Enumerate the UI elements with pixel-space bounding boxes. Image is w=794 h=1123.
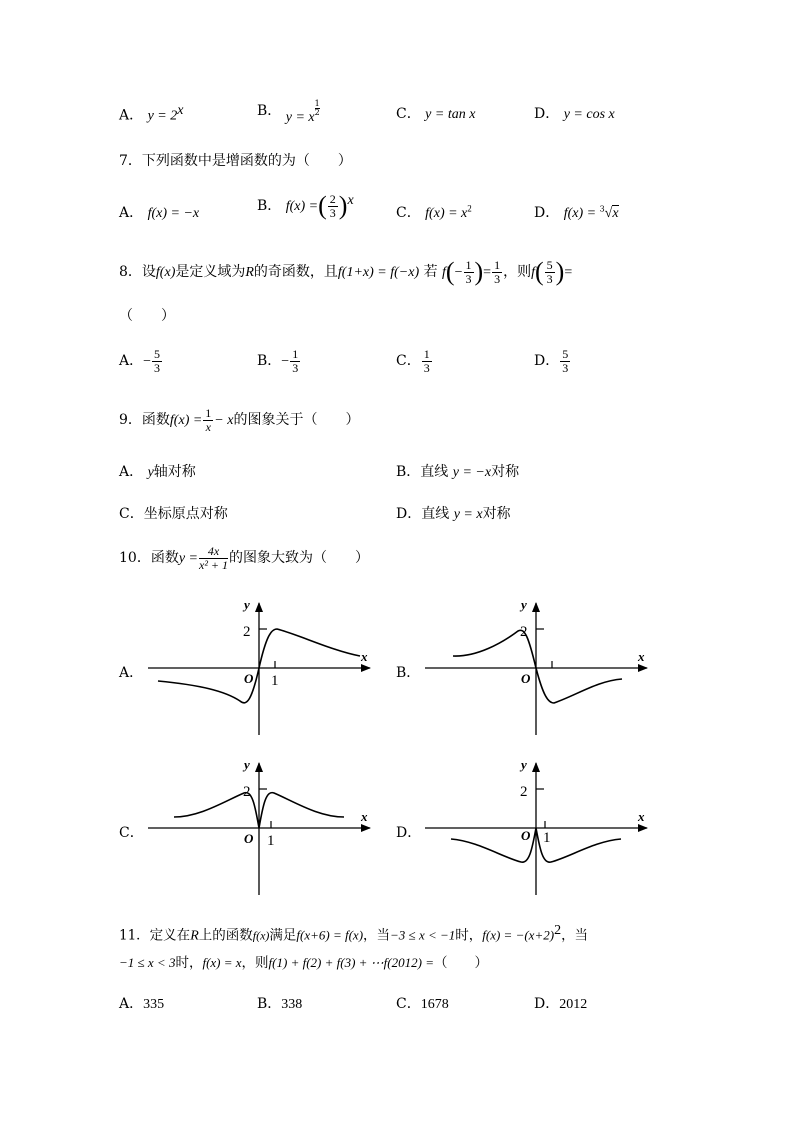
- math: f(x) =: [169, 413, 203, 429]
- denominator: 3: [494, 271, 501, 286]
- text: 上的函数: [198, 927, 253, 944]
- text: ，则: [503, 264, 532, 281]
- option-value: 1678: [420, 997, 449, 1012]
- q10-option-b-label: B．: [396, 665, 421, 681]
- paren-left: (: [318, 191, 327, 221]
- q10-option-d-label: D．: [396, 825, 422, 841]
- text: 10．函数: [119, 550, 179, 567]
- q7-option-c: [396, 202, 472, 222]
- q8-option-c: [396, 348, 433, 374]
- option-expr: y = x: [285, 110, 315, 125]
- text: 的奇函数，且: [253, 264, 338, 281]
- fraction: [464, 259, 474, 285]
- q10-graph-a: [140, 595, 380, 740]
- text: （ ）: [433, 955, 488, 971]
- q9-option-c: C．坐标原点对称: [119, 506, 228, 522]
- option-label: A．: [119, 996, 144, 1012]
- q10-graph-d: [417, 755, 657, 900]
- paren-left: (: [445, 257, 455, 287]
- option-label: B．: [257, 353, 282, 370]
- fraction: [545, 259, 555, 285]
- q6-option-b: [257, 99, 320, 125]
- q11-option-b: [257, 993, 302, 1013]
- numerator: 4x: [199, 545, 228, 559]
- text: 轴对称: [153, 464, 196, 480]
- text: 9．函数: [119, 412, 170, 429]
- origin-label: O: [244, 671, 254, 686]
- math: f(1+x) = f(−x): [337, 265, 420, 281]
- option-label: B．: [257, 996, 282, 1012]
- option-label: C．: [396, 353, 421, 370]
- q6-option-c: [396, 103, 475, 123]
- root-index: 3: [599, 204, 605, 214]
- text: ，则: [241, 955, 269, 971]
- x-tick-label: 1: [267, 833, 275, 849]
- origin-label: O: [521, 671, 531, 686]
- q9-option-b: [396, 461, 519, 481]
- fraction: [328, 193, 338, 219]
- text: 若: [423, 264, 438, 281]
- q8-answer-paren: （ ）: [119, 308, 175, 324]
- q9-stem: [119, 407, 359, 433]
- option-label: A．: [119, 464, 144, 480]
- q9-option-d: [396, 503, 511, 523]
- option-expr: f(x) =: [285, 199, 319, 215]
- q8-stem: [119, 259, 572, 285]
- math: f(1) + f(2) + f(3) + ⋯f(2012) =: [268, 955, 434, 970]
- q6-option-a: [119, 103, 183, 125]
- numerator: 5: [562, 347, 569, 361]
- text: 的图象关于（ ）: [233, 412, 360, 429]
- sign: −: [143, 354, 152, 370]
- x-axis-label: x: [638, 649, 645, 664]
- math: R: [245, 265, 254, 281]
- text: 满足: [269, 927, 297, 944]
- q11-stem-line2: [119, 951, 488, 971]
- option-label: D．: [534, 996, 560, 1012]
- q10-option-a-label: A．: [119, 665, 144, 681]
- y-tick-label: 2: [520, 624, 528, 640]
- denominator: 3: [329, 205, 336, 220]
- x-axis-label: x: [361, 809, 368, 824]
- q8-option-a: [119, 348, 163, 374]
- option-label: C．: [396, 996, 421, 1012]
- option-label: B．: [257, 103, 282, 119]
- y-axis-label: y: [244, 757, 250, 772]
- option-label: D．: [534, 205, 560, 221]
- q7-option-d: [534, 202, 619, 222]
- math: f: [531, 265, 535, 281]
- y-tick-label: 2: [520, 784, 528, 800]
- fraction: [199, 545, 228, 571]
- math: y = −x: [452, 465, 492, 480]
- option-value: 338: [281, 997, 303, 1012]
- exponent-fraction: [315, 100, 320, 117]
- q11-stem-line1: [119, 923, 588, 945]
- fraction: [492, 259, 502, 285]
- math: y = x: [453, 507, 483, 522]
- exp-den: 2: [314, 108, 320, 117]
- q9-option-a: [119, 461, 196, 481]
- numerator: 5: [546, 258, 553, 272]
- sign: −: [281, 354, 290, 370]
- option-expr: y = 2: [147, 108, 178, 124]
- denominator: 3: [465, 271, 472, 286]
- option-label: C．: [396, 205, 421, 221]
- denominator: 3: [546, 271, 553, 286]
- text: 11．定义在: [119, 927, 191, 944]
- option-expr: f(x) = x: [425, 206, 468, 221]
- math: − x: [214, 413, 234, 429]
- option-label: B．: [257, 198, 282, 215]
- q10-stem: [119, 545, 369, 571]
- numerator: 1: [465, 258, 472, 272]
- y-axis-label: y: [521, 597, 527, 612]
- q8-option-b: [257, 348, 301, 374]
- text: ，当: [363, 927, 391, 944]
- x-axis-label: x: [638, 809, 645, 824]
- q11-option-c: [396, 993, 449, 1013]
- option-value: 335: [143, 997, 165, 1012]
- option-expr: f(x) =: [563, 206, 600, 221]
- q10-graph-b: [417, 595, 657, 740]
- numerator: 5: [154, 347, 161, 361]
- math: f(x) = x: [202, 955, 242, 970]
- denominator: 3: [423, 360, 430, 375]
- denominator: 3: [292, 360, 299, 375]
- y-axis-label: y: [521, 757, 527, 772]
- q10-graph-c: [140, 755, 380, 900]
- x-axis-label: x: [361, 649, 368, 664]
- math: −3 ≤ x < −1: [390, 927, 456, 943]
- y-tick-label: 2: [243, 624, 251, 640]
- text: 的图象大致为（ ）: [229, 550, 370, 567]
- numerator: 1: [423, 347, 430, 361]
- option-label: C．: [396, 106, 421, 122]
- option-value: 2012: [559, 997, 588, 1012]
- math: f: [442, 265, 446, 281]
- exponent: 2: [554, 923, 562, 938]
- math: R: [190, 928, 199, 944]
- paren-right: ): [474, 257, 484, 287]
- paren-left: (: [534, 257, 544, 287]
- math: y: [147, 465, 154, 480]
- paren-right: ): [338, 191, 348, 221]
- denominator: 3: [154, 360, 161, 375]
- sign: −: [454, 265, 463, 281]
- x-tick-label: 1: [271, 673, 279, 689]
- numerator: 1: [292, 347, 299, 361]
- fraction: [560, 348, 570, 374]
- option-label: D．直线: [396, 506, 450, 522]
- option-expr: f(x) = −x: [147, 206, 200, 221]
- option-label: D．: [534, 353, 560, 370]
- q11-option-a: [119, 993, 164, 1013]
- option-label: A．: [119, 107, 144, 124]
- exponent: 2: [467, 203, 472, 214]
- radicand: x: [612, 206, 619, 221]
- origin-label: O: [244, 831, 254, 846]
- denominator: x² + 1: [199, 557, 229, 572]
- exp-num: 1: [314, 99, 320, 108]
- option-label: A．: [119, 205, 144, 221]
- fraction: [290, 348, 300, 374]
- option-expr: y = cos x: [563, 107, 615, 122]
- origin-label: O: [521, 828, 531, 843]
- y-tick-label: 2: [243, 784, 251, 800]
- numerator: 2: [329, 192, 336, 206]
- text: 对称: [491, 464, 520, 480]
- radical-sign: √: [604, 206, 613, 221]
- math: f(x+6) = f(x): [296, 927, 364, 943]
- fraction: [422, 348, 432, 374]
- q7-option-b: [257, 193, 354, 219]
- text: 时，: [175, 955, 203, 971]
- option-expr: y = tan x: [425, 107, 476, 122]
- text: 是定义域为: [175, 264, 246, 281]
- option-label: D．: [534, 106, 560, 122]
- option-label: A．: [119, 353, 144, 370]
- equals: =: [564, 265, 573, 281]
- exponent: x: [347, 193, 354, 208]
- q7-stem: 7．下列函数中是增函数的为（ ）: [119, 153, 352, 169]
- fraction: [203, 407, 213, 433]
- fraction: [152, 348, 162, 374]
- q8-option-d: [534, 348, 571, 374]
- q7-option-a: [119, 202, 199, 222]
- math: −1 ≤ x < 3: [119, 955, 176, 970]
- text: 对称: [482, 506, 511, 522]
- y-axis-label: y: [244, 597, 250, 612]
- equals: =: [483, 265, 492, 281]
- numerator: 1: [494, 258, 501, 272]
- text: ，当: [561, 927, 589, 944]
- text: 8．设: [119, 264, 156, 281]
- denominator: x: [205, 419, 211, 434]
- option-label: B．直线: [396, 464, 449, 480]
- paren-right: ): [555, 257, 565, 287]
- q11-option-d: [534, 993, 587, 1013]
- q10-option-c-label: C．: [119, 825, 144, 841]
- curve: [453, 630, 622, 703]
- x-tick-label: 1: [543, 830, 551, 846]
- math: y =: [178, 551, 198, 567]
- math: f(x): [252, 928, 270, 943]
- math: f(x) = −(x+2): [482, 927, 555, 943]
- math: f(x): [155, 265, 176, 281]
- q6-option-d: [534, 103, 615, 123]
- numerator: 1: [205, 406, 212, 420]
- text: 时，: [455, 927, 483, 944]
- denominator: 3: [562, 360, 569, 375]
- exponent: x: [177, 103, 184, 118]
